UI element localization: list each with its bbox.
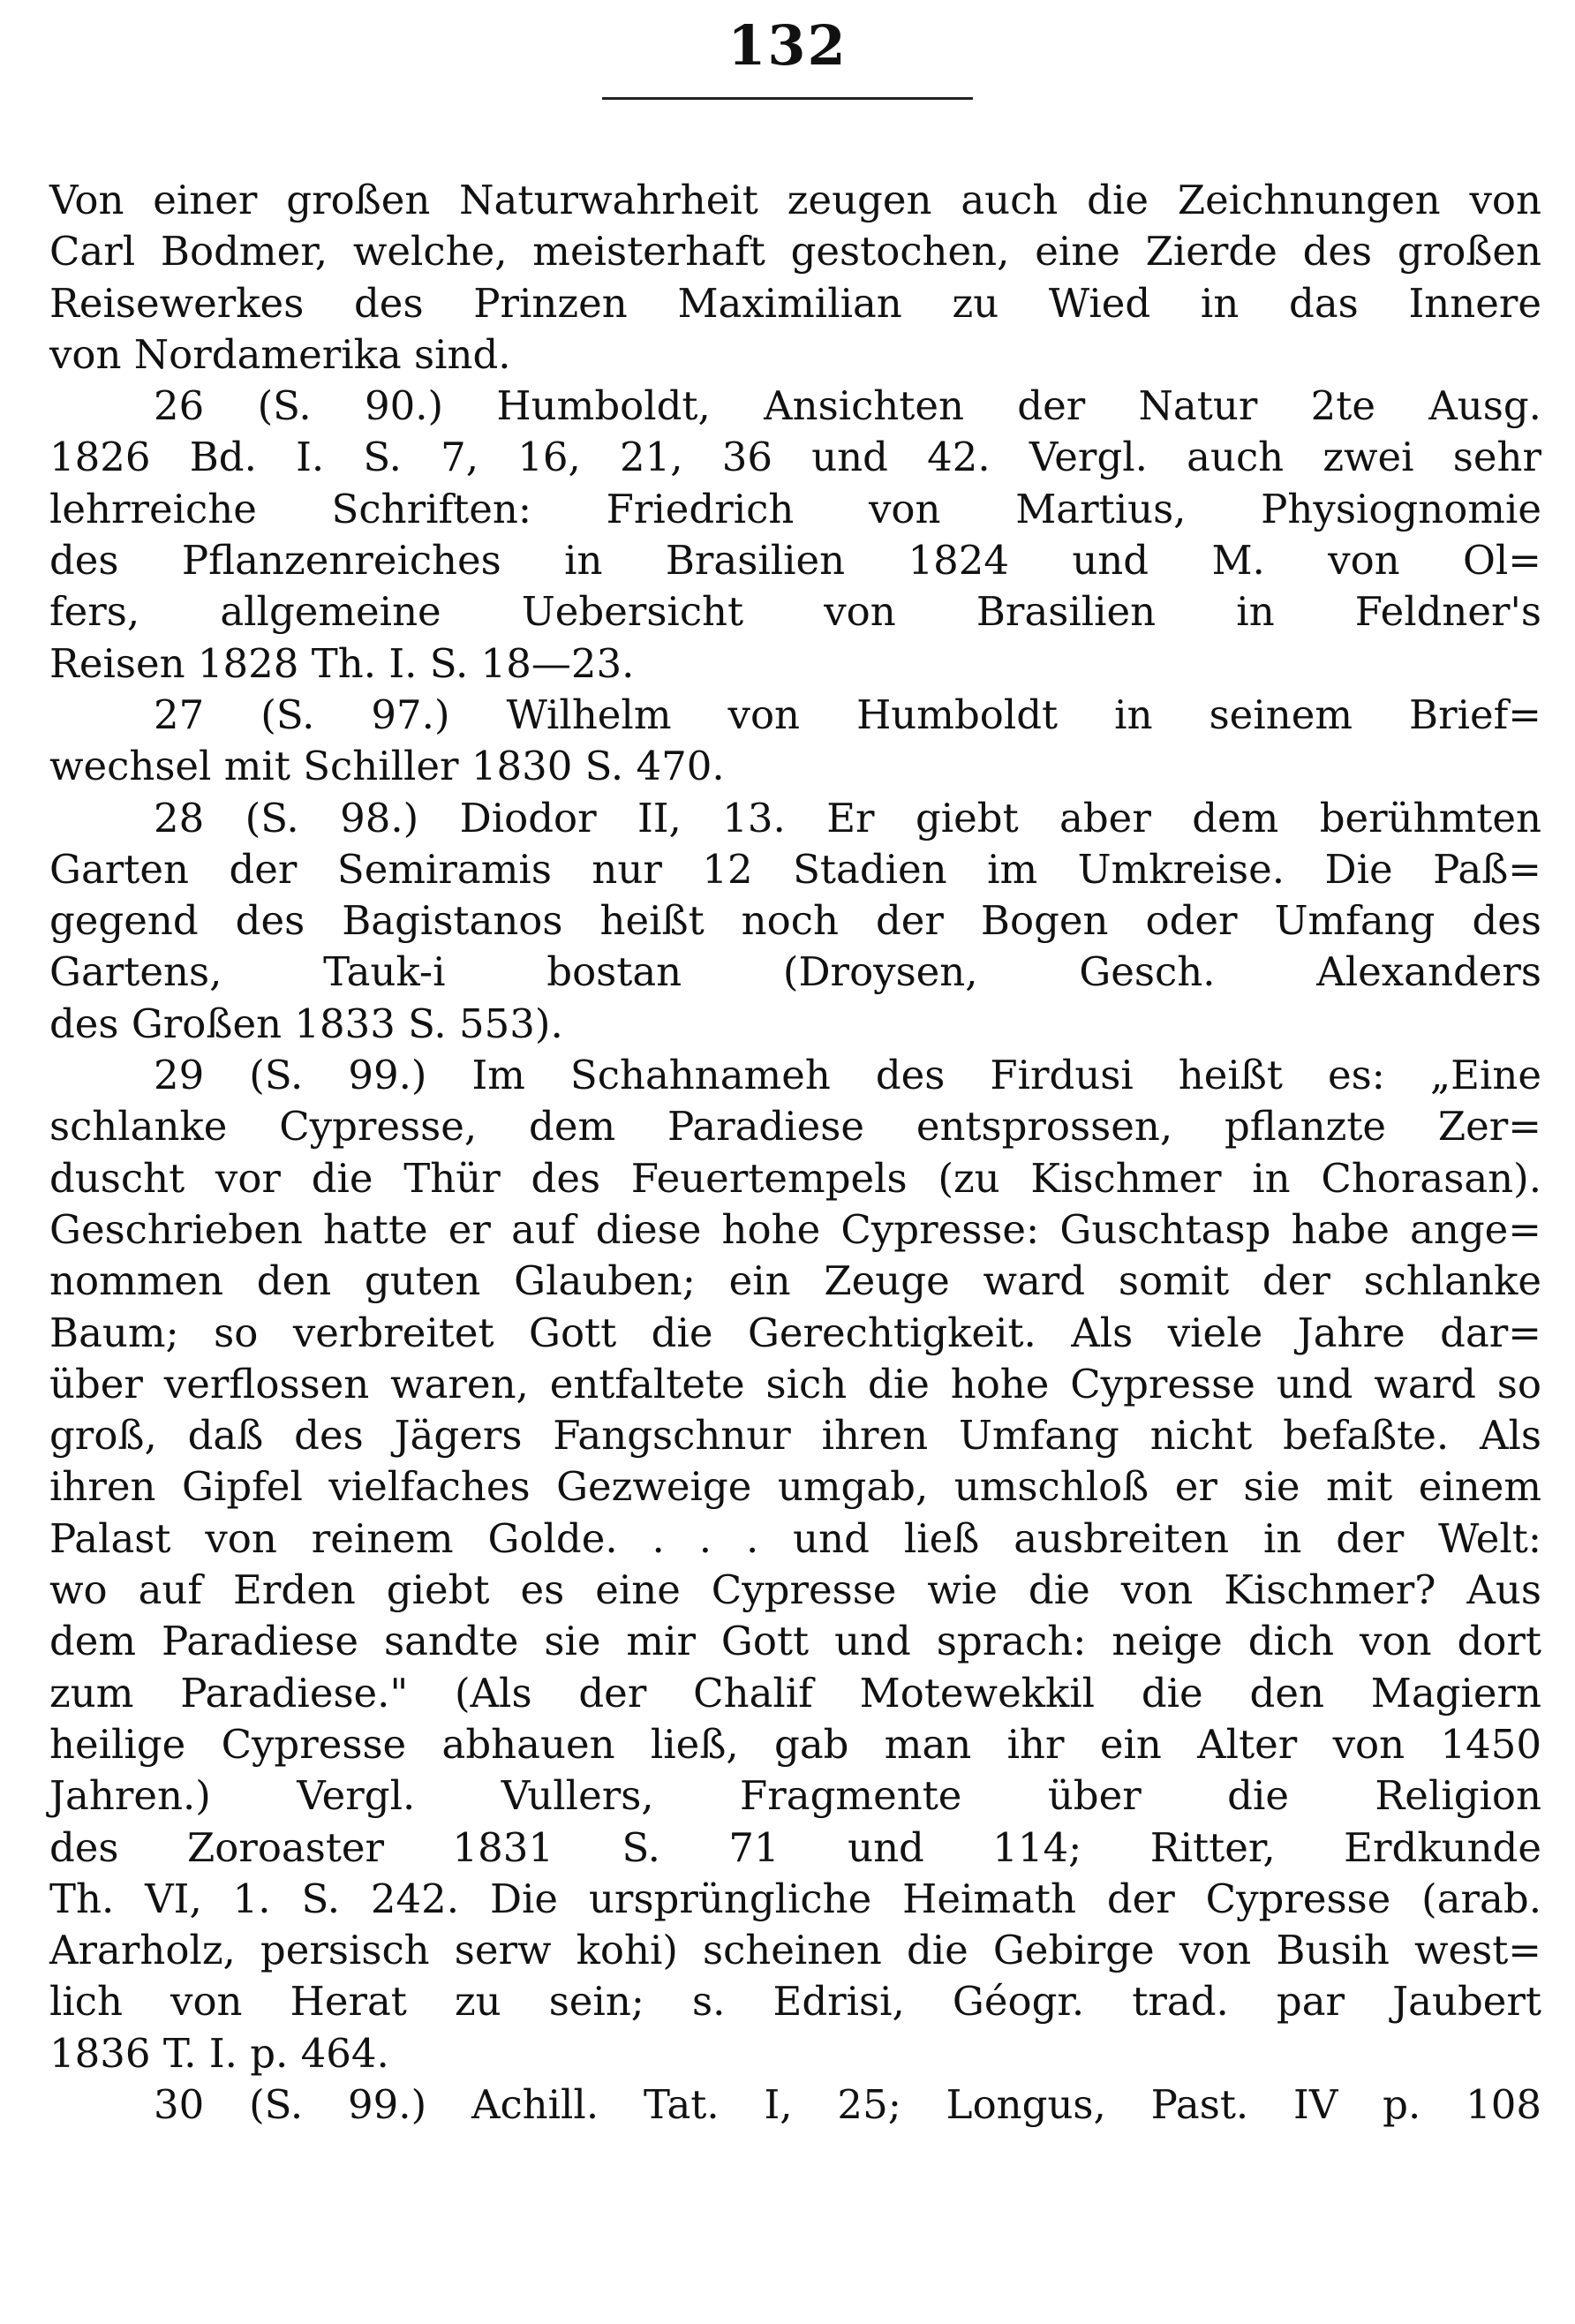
- text-line: groß, daß des Jägers Fangschnur ihren Umfang nicht befaßte. Als: [49, 1412, 1541, 1460]
- text-line: ihren Gipfel vielfaches Gezweige umgab, umschloß er sie mit einem: [49, 1463, 1541, 1511]
- text-line: Von einer großen Naturwahrheit zeugen auch die Zeichnungen von: [49, 177, 1541, 223]
- text-line: dem Paradiese sandte sie mir Gott und sprach: neige dich von dort: [49, 1618, 1541, 1665]
- text-line: Baum; so verbreitet Gott die Gerechtigkeit. Als viele Jahre dar=: [49, 1309, 1541, 1356]
- paragraph-continuation: [49, 175, 1541, 381]
- text-line: des Zoroaster 1831 S. 71 und 114; Ritter, Erdkunde: [49, 1823, 1541, 1871]
- text-line: 28 (S. 98.) Diodor II, 13. Er giebt aber dem berühmten: [154, 794, 1541, 841]
- footnote-28: [49, 793, 1541, 1050]
- text-line: fers, allgemeine Uebersicht von Brasilien in Feldner's: [49, 588, 1541, 636]
- text-line: 26 (S. 90.) Humboldt, Ansichten der Natur 2te Ausg.: [154, 382, 1541, 430]
- text-line: Ararholz, persisch serw kohi) scheinen die Gebirge von Busih west=: [49, 1927, 1541, 1974]
- text-line: Reisewerkes des Prinzen Maximilian zu Wied in das Innere: [49, 279, 1541, 327]
- text-line: Carl Bodmer, welche, meisterhaft gestochen, eine Zierde des großen: [49, 228, 1541, 275]
- text-line: 1836 T. I. p. 464.: [49, 2029, 389, 2077]
- text-line: wo auf Erden giebt es eine Cypresse wie die von Kischmer? Aus: [49, 1566, 1541, 1614]
- text-line: nommen den guten Glauben; ein Zeuge ward somit der schlanke: [49, 1257, 1541, 1305]
- text-line: 1826 Bd. I. S. 7, 16, 21, 36 und 42. Vergl. auch zwei sehr: [49, 434, 1541, 481]
- text-line: Jahren.) Vergl. Vullers, Fragmente über die Religion: [49, 1772, 1541, 1820]
- text-line: duscht vor die Thür des Feuertempels (zu Kischmer in Chorasan).: [49, 1154, 1541, 1202]
- footnote-29: [49, 1050, 1541, 2079]
- text-line: über verflossen waren, entfaltete sich die hohe Cypresse und ward so: [49, 1360, 1541, 1407]
- text-line: wechsel mit Schiller 1830 S. 470.: [49, 743, 725, 790]
- text-line: lich von Herat zu sein; s. Edrisi, Géogr. trad. par Jaubert: [49, 1978, 1541, 2026]
- text-line: schlanke Cypresse, dem Paradiese entsprossen, pflanzte Zer=: [49, 1103, 1541, 1151]
- footnote-26: [49, 381, 1541, 690]
- footnote-30: [49, 2079, 1541, 2131]
- text-line: Gartens, Tauk-i bostan (Droysen, Gesch. Alexanders: [49, 948, 1541, 996]
- text-line: Garten der Semiramis nur 12 Stadien im Umkreise. Die Paß=: [49, 845, 1541, 893]
- footnote-27: [49, 690, 1541, 793]
- text-line: 27 (S. 97.) Wilhelm von Humboldt in seinem Brief=: [154, 690, 1541, 738]
- text-line: 30 (S. 99.) Achill. Tat. I, 25; Longus, Past. IV p. 108: [154, 2080, 1541, 2128]
- text-line: von Nordamerika sind.: [49, 330, 511, 378]
- text-line: 29 (S. 99.) Im Schahnameh des Firdusi heißt es: „Eine: [154, 1052, 1541, 1099]
- page-number: 132: [727, 13, 848, 78]
- text-line: des Pflanzenreiches in Brasilien 1824 und M. von Ol=: [49, 537, 1541, 585]
- text-line: Geschrieben hatte er auf diese hohe Cypresse: Guschtasp habe ange=: [49, 1205, 1541, 1253]
- text-line: gegend des Bagistanos heißt noch der Bogen oder Umfang des: [49, 897, 1541, 945]
- header-rule: [602, 97, 973, 100]
- text-line: des Großen 1833 S. 553).: [49, 1000, 563, 1047]
- text-line: zum Paradiese." (Als der Chalif Motewekkil die den Magiern: [49, 1669, 1541, 1717]
- text-line: Th. VI, 1. S. 242. Die ursprüngliche Heimath der Cypresse (arab.: [49, 1875, 1541, 1922]
- page-body: [49, 175, 1541, 2131]
- text-line: Palast von reinem Golde. . . . und ließ ausbreiten in der Welt:: [49, 1514, 1541, 1562]
- text-line: heilige Cypresse abhauen ließ, gab man ihr ein Alter von 1450: [49, 1720, 1541, 1768]
- text-line: lehrreiche Schriften: Friedrich von Martius, Physiognomie: [49, 485, 1541, 532]
- text-line: Reisen 1828 Th. I. S. 18—23.: [49, 639, 635, 687]
